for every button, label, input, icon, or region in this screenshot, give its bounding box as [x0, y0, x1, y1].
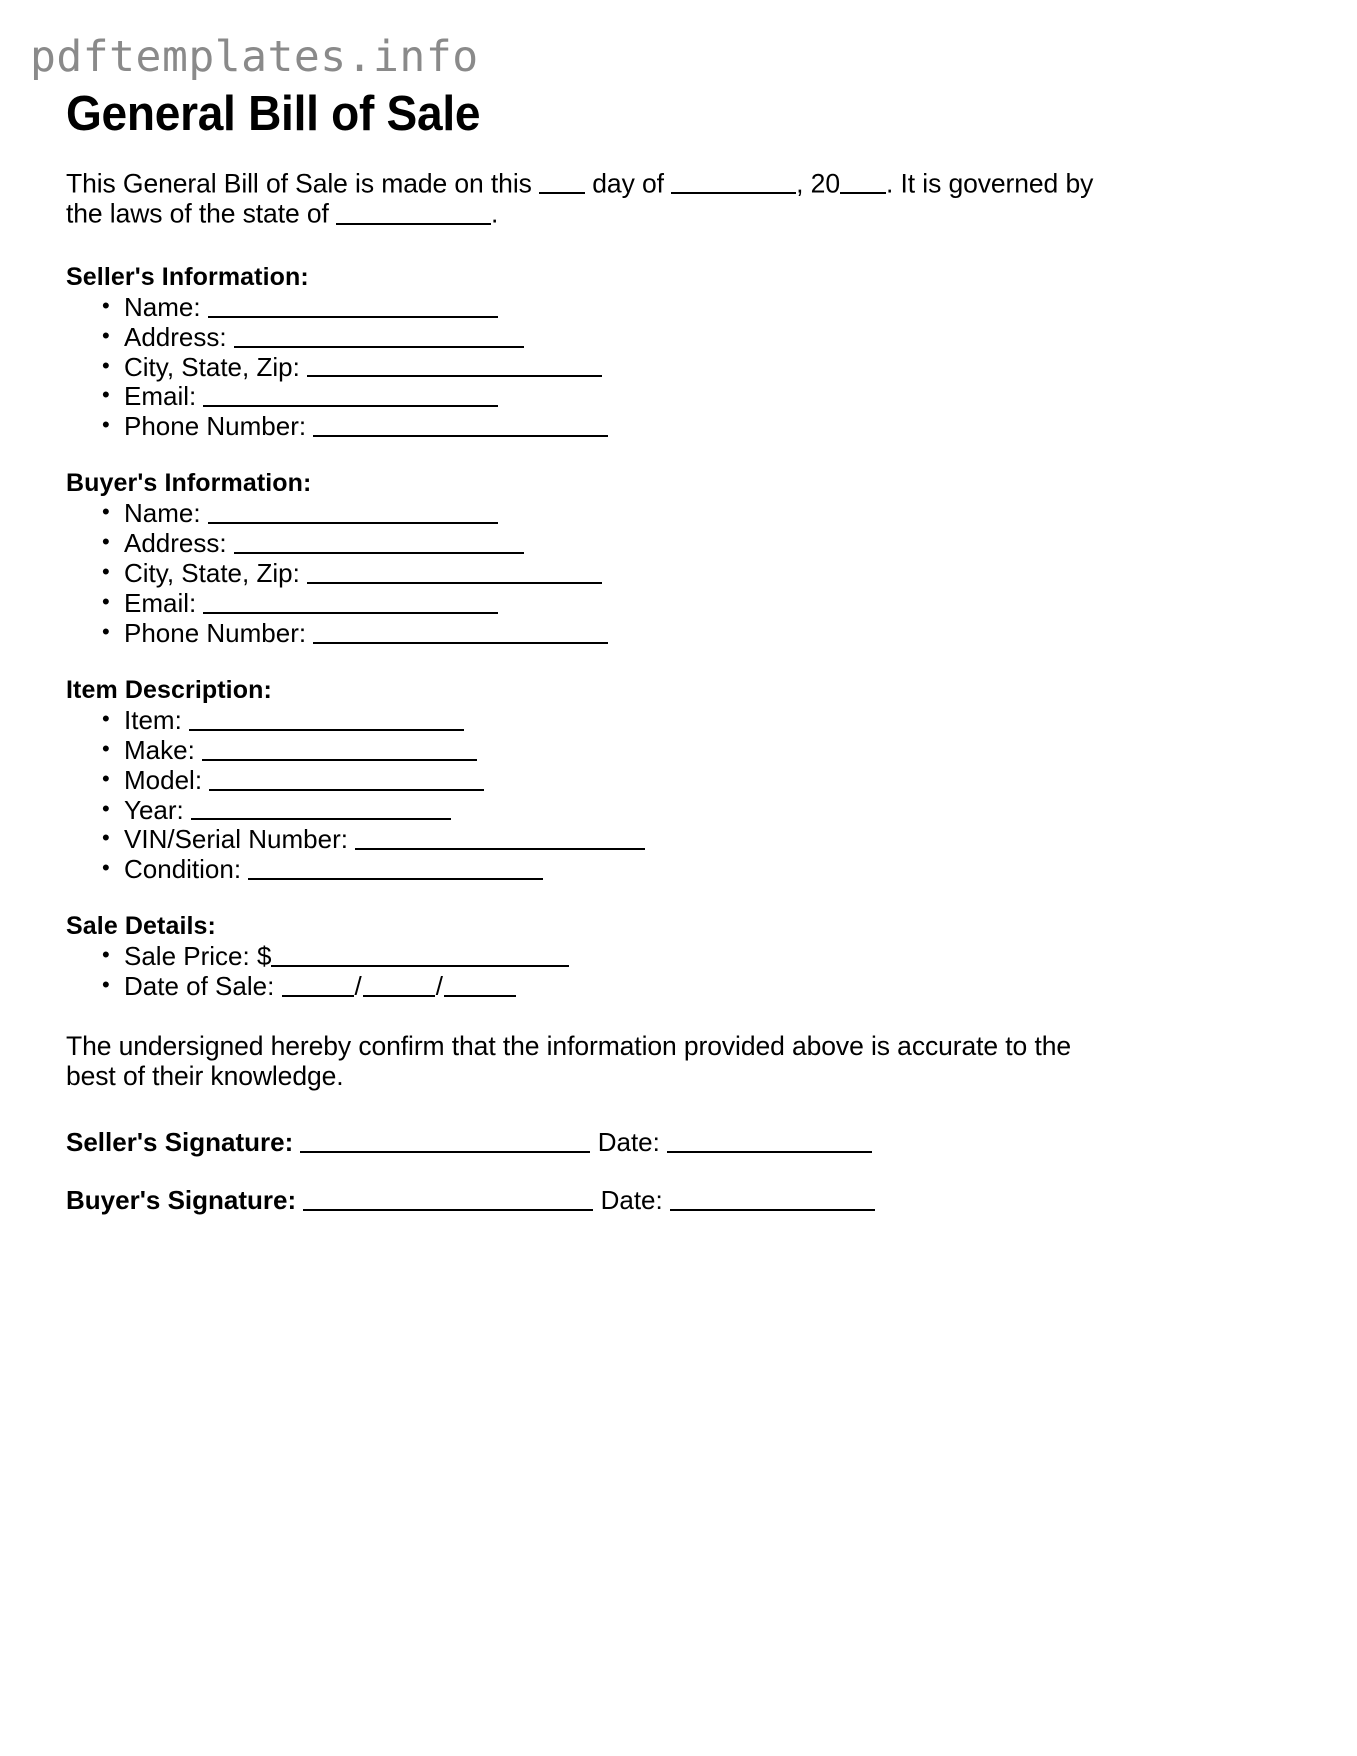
field-label-seller-name: Name: [124, 291, 208, 322]
field-list-sale [66, 941, 1136, 1001]
intro-text-2: day of [585, 168, 672, 199]
list-item [66, 854, 1136, 884]
confirmation-paragraph: The undersigned hereby confirm that the information provided above is accurate to the best of their knowledge. [66, 1031, 1071, 1092]
buyer-signature-row [66, 1185, 1136, 1215]
field-label-buyer-citystatezip: City, State, Zip: [124, 558, 308, 588]
list-item [66, 498, 1136, 528]
list-item [66, 381, 1136, 411]
field-label-seller-phone: Phone Number: [124, 411, 314, 442]
field-label-vin: VIN/Serial Number: [124, 824, 356, 855]
seller-signature-blank[interactable] [300, 1127, 590, 1153]
buyer-signature-label: Buyer's Signature: [66, 1185, 304, 1216]
field-blank-seller-email[interactable] [203, 381, 498, 407]
intro-text-3: , 20 [796, 168, 840, 199]
field-blank-buyer-name[interactable] [208, 498, 498, 524]
list-item [66, 735, 1136, 765]
section-heading-buyer: Buyer's Information: [66, 469, 312, 498]
intro-text-4: . It is governed by the laws of the state of [66, 168, 1094, 229]
field-label-date-of-sale: Date of Sale: [124, 971, 282, 1002]
list-item [66, 292, 1136, 322]
field-blank-sale-month[interactable] [282, 971, 354, 997]
buyer-date-blank[interactable] [670, 1185, 875, 1211]
field-blank-buyer-phone[interactable] [313, 618, 608, 644]
field-blank-year[interactable] [191, 795, 451, 821]
field-blank-seller-citystatezip[interactable] [307, 352, 602, 378]
field-list-buyer [66, 498, 1136, 648]
field-blank-buyer-citystatezip[interactable] [307, 558, 602, 584]
list-item [66, 322, 1136, 352]
state-blank[interactable] [336, 198, 491, 224]
field-blank-sale-day[interactable] [363, 971, 435, 997]
field-blank-seller-name[interactable] [208, 292, 498, 318]
field-blank-buyer-address[interactable] [234, 528, 524, 554]
section-heading-sale: Sale Details: [66, 912, 216, 941]
date-separator-1: / [354, 971, 362, 1002]
field-blank-seller-phone[interactable] [313, 411, 608, 437]
field-label-buyer-phone: Phone Number: [124, 617, 314, 648]
field-blank-sale-year[interactable] [444, 971, 516, 997]
list-item [66, 588, 1136, 618]
field-blank-make[interactable] [202, 735, 477, 761]
intro-text-1: This General Bill of Sale is made on this [66, 168, 540, 199]
date-separator-2: / [435, 971, 444, 1002]
field-blank-vin[interactable] [355, 824, 645, 850]
field-label-buyer-name: Name: [124, 498, 208, 529]
buyer-date-label: Date: [593, 1185, 670, 1216]
field-label-seller-email: Email: [124, 381, 204, 412]
list-item [66, 618, 1136, 648]
seller-signature-label: Seller's Signature: [66, 1127, 301, 1158]
buyer-signature-blank[interactable] [303, 1185, 593, 1211]
field-label-make: Make: [124, 734, 203, 765]
field-blank-model[interactable] [209, 765, 484, 791]
list-item [66, 528, 1136, 558]
field-blank-seller-address[interactable] [234, 322, 524, 348]
field-label-buyer-email: Email: [124, 587, 204, 618]
intro-text-5: . [491, 198, 499, 229]
list-item [66, 352, 1136, 382]
document-body [66, 168, 1136, 1215]
field-label-sale-price: Sale Price: $ [124, 941, 272, 972]
list-item [66, 824, 1136, 854]
page-title: General Bill of Sale [66, 87, 481, 141]
list-item [66, 971, 1136, 1001]
field-blank-item[interactable] [189, 705, 464, 731]
list-item [66, 411, 1136, 441]
field-label-seller-address: Address: [124, 321, 234, 352]
section-heading-item: Item Description: [66, 675, 272, 704]
day-blank[interactable] [539, 168, 585, 194]
section-heading-seller: Seller's Information: [66, 262, 309, 291]
field-label-model: Model: [124, 764, 210, 795]
field-label-seller-citystatezip: City, State, Zip: [124, 351, 308, 382]
seller-signature-row [66, 1127, 1136, 1157]
field-list-seller [66, 292, 1136, 442]
field-label-condition: Condition: [124, 854, 249, 885]
list-item [66, 765, 1136, 795]
field-list-item [66, 705, 1136, 884]
field-label-year: Year: [124, 794, 191, 825]
list-item [66, 558, 1136, 588]
year-blank[interactable] [840, 168, 886, 194]
field-blank-condition[interactable] [248, 854, 543, 880]
seller-date-label: Date: [590, 1127, 668, 1158]
list-item [66, 941, 1136, 971]
list-item [66, 795, 1136, 825]
intro-paragraph [66, 168, 1126, 229]
field-blank-sale-price[interactable] [271, 941, 569, 967]
field-label-buyer-address: Address: [124, 528, 234, 559]
field-blank-buyer-email[interactable] [203, 588, 498, 614]
month-blank[interactable] [671, 168, 796, 194]
site-watermark: pdftemplates.info [30, 32, 479, 82]
seller-date-blank[interactable] [667, 1127, 872, 1153]
list-item [66, 705, 1136, 735]
field-label-item: Item: [124, 704, 190, 735]
